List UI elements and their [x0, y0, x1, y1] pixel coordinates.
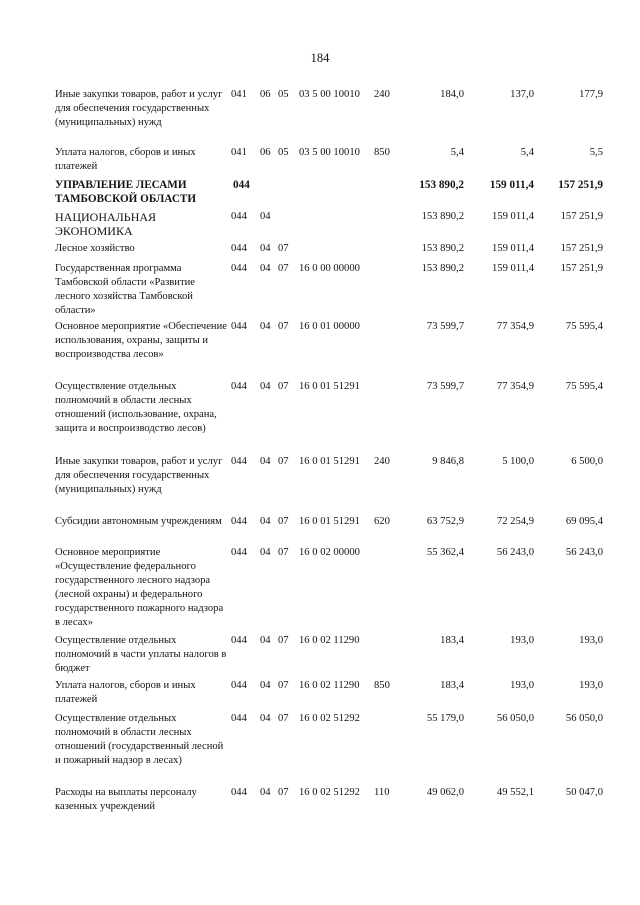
amount-year2: 137,0 — [510, 89, 534, 100]
amount-year3: 193,0 — [579, 680, 603, 691]
row-name: Основное мероприятие «Обеспечение использования, охраны, защиты и воспроизводства лесов» — [55, 321, 227, 360]
table-row — [0, 320, 640, 380]
amount-year3: 6 500,0 — [571, 456, 603, 467]
expense-type-code: 240 — [374, 456, 390, 467]
section-code: 06 — [260, 147, 271, 158]
section-code: 04 — [260, 680, 271, 691]
section-code: 04 — [260, 787, 271, 798]
amount-year2: 159 011,4 — [489, 179, 534, 191]
table-row — [0, 546, 640, 634]
row-name: Основное мероприятие «Осуществление федерального государственного лесного надзора (лесной охраны) и федерального государственного пожарного надзора в лесах» — [55, 547, 224, 628]
table-row — [0, 146, 640, 178]
dept-code: 044 — [231, 680, 247, 691]
amount-year2: 159 011,4 — [492, 243, 534, 254]
target-article-code: 16 0 01 51291 — [299, 381, 360, 392]
row-name: Осуществление отдельных полномочий в области лесных отношений (использование, охрана, защита и воспроизводство лесов) — [55, 381, 217, 434]
table-row — [0, 242, 640, 262]
table-row — [0, 786, 640, 818]
table-row — [0, 515, 640, 546]
amount-year3: 75 595,4 — [565, 381, 603, 392]
row-name: Осуществление отдельных полномочий в области лесных отношений (государственный лесной и пожарный надзор в лесах) — [55, 713, 224, 766]
row-name: Осуществление отдельных полномочий в части уплаты налогов в бюджет — [55, 635, 227, 674]
amount-year1: 153 890,2 — [419, 179, 464, 191]
section-code: 04 — [260, 516, 271, 527]
dept-code: 044 — [231, 787, 247, 798]
amount-year3: 157 251,9 — [560, 211, 603, 222]
dept-code: 044 — [231, 243, 247, 254]
amount-year3: 157 251,9 — [560, 263, 603, 274]
amount-year3: 157 251,9 — [560, 243, 603, 254]
target-article-code: 16 0 01 00000 — [299, 321, 360, 332]
expense-type-code: 850 — [374, 680, 390, 691]
amount-year3: 50 047,0 — [565, 787, 603, 798]
dept-code: 044 — [231, 713, 247, 724]
amount-year2: 5 100,0 — [502, 456, 534, 467]
target-article-code: 03 5 00 10010 — [299, 89, 360, 100]
table-row — [0, 679, 640, 712]
section-code: 04 — [260, 263, 271, 274]
amount-year2: 77 354,9 — [496, 381, 534, 392]
table-row — [0, 88, 640, 146]
target-article-code: 16 0 02 11290 — [299, 680, 360, 691]
row-name: Лесное хозяйство — [55, 243, 135, 254]
dept-code: 041 — [231, 147, 247, 158]
amount-year3: 56 050,0 — [565, 713, 603, 724]
section-code: 04 — [260, 713, 271, 724]
subsection-code: 07 — [278, 547, 289, 558]
target-article-code: 16 0 02 51292 — [299, 713, 360, 724]
table-row — [0, 712, 640, 786]
page-number: 184 — [310, 51, 330, 65]
section-code: 04 — [260, 456, 271, 467]
amount-year2: 5,4 — [520, 147, 534, 158]
target-article-code: 16 0 02 11290 — [299, 635, 360, 646]
target-article-code: 16 0 02 51292 — [299, 787, 360, 798]
amount-year2: 72 254,9 — [496, 516, 534, 527]
amount-year1: 63 752,9 — [426, 516, 464, 527]
amount-year2: 193,0 — [510, 635, 534, 646]
dept-code: 044 — [231, 635, 247, 646]
subsection-code: 07 — [278, 243, 289, 254]
subsection-code: 07 — [278, 680, 289, 691]
subsection-code: 07 — [278, 263, 289, 274]
row-name: Субсидии автономным учреждениям — [55, 516, 222, 527]
dept-code: 044 — [231, 381, 247, 392]
amount-year1: 153 890,2 — [421, 211, 464, 222]
amount-year1: 73 599,7 — [426, 321, 464, 332]
amount-year1: 153 890,2 — [421, 263, 464, 274]
dept-code: 044 — [231, 516, 247, 527]
row-name: Иные закупки товаров, работ и услуг для обеспечения государственных (муниципальных) нужд — [55, 89, 223, 128]
expense-type-code: 850 — [374, 147, 390, 158]
amount-year2: 56 243,0 — [496, 547, 534, 558]
row-name: Государственная программа Тамбовской области «Развитие лесного хозяйства Тамбовской области» — [55, 263, 195, 316]
target-article-code: 16 0 02 00000 — [299, 547, 360, 558]
row-name: Иные закупки товаров, работ и услуг для обеспечения государственных (муниципальных) нужд — [55, 456, 223, 495]
amount-year2: 56 050,0 — [496, 713, 534, 724]
subsection-code: 05 — [278, 147, 289, 158]
table-row — [0, 634, 640, 679]
amount-year1: 9 846,8 — [432, 456, 464, 467]
subsection-code: 07 — [278, 713, 289, 724]
section-code: 04 — [260, 211, 271, 222]
table-row — [0, 210, 640, 242]
amount-year2: 193,0 — [510, 680, 534, 691]
dept-code: 044 — [231, 321, 247, 332]
expense-type-code: 110 — [374, 787, 390, 798]
amount-year1: 49 062,0 — [426, 787, 464, 798]
dept-code: 044 — [231, 263, 247, 274]
target-article-code: 16 0 01 51291 — [299, 456, 360, 467]
target-article-code: 03 5 00 10010 — [299, 147, 360, 158]
target-article-code: 16 0 00 00000 — [299, 263, 360, 274]
amount-year1: 73 599,7 — [426, 381, 464, 392]
amount-year1: 5,4 — [450, 147, 464, 158]
amount-year3: 69 095,4 — [565, 516, 603, 527]
expense-type-code: 240 — [374, 89, 390, 100]
amount-year2: 49 552,1 — [496, 787, 534, 798]
amount-year3: 157 251,9 — [558, 179, 603, 191]
target-article-code: 16 0 01 51291 — [299, 516, 360, 527]
table-row — [0, 380, 640, 455]
amount-year1: 55 179,0 — [426, 713, 464, 724]
row-name: Расходы на выплаты персоналу казенных учреждений — [55, 787, 197, 812]
amount-year1: 153 890,2 — [421, 243, 464, 254]
subsection-code: 07 — [278, 635, 289, 646]
amount-year3: 5,5 — [589, 147, 603, 158]
amount-year1: 183,4 — [440, 680, 464, 691]
section-code: 04 — [260, 321, 271, 332]
table-row — [0, 262, 640, 320]
dept-code: 044 — [231, 456, 247, 467]
budget-table — [0, 88, 640, 818]
amount-year1: 184,0 — [440, 89, 464, 100]
amount-year1: 183,4 — [440, 635, 464, 646]
dept-code: 044 — [231, 547, 247, 558]
section-code: 04 — [260, 635, 271, 646]
amount-year3: 56 243,0 — [565, 547, 603, 558]
section-code: 06 — [260, 89, 271, 100]
row-name: Уплата налогов, сборов и иных платежей — [55, 680, 196, 705]
dept-code: 041 — [231, 89, 247, 100]
row-name: Уплата налогов, сборов и иных платежей — [55, 147, 196, 172]
row-name: НАЦИОНАЛЬНАЯ ЭКОНОМИКА — [55, 210, 157, 238]
table-row — [0, 455, 640, 515]
amount-year3: 193,0 — [579, 635, 603, 646]
row-name: УПРАВЛЕНИЕ ЛЕСАМИ ТАМБОВСКОЙ ОБЛАСТИ — [55, 179, 197, 205]
amount-year2: 77 354,9 — [496, 321, 534, 332]
expense-type-code: 620 — [374, 516, 390, 527]
amount-year2: 159 011,4 — [492, 263, 534, 274]
subsection-code: 07 — [278, 456, 289, 467]
subsection-code: 07 — [278, 516, 289, 527]
section-code: 04 — [260, 547, 271, 558]
subsection-code: 07 — [278, 381, 289, 392]
section-code: 04 — [260, 243, 271, 254]
section-code: 04 — [260, 381, 271, 392]
subsection-code: 05 — [278, 89, 289, 100]
subsection-code: 07 — [278, 787, 289, 798]
dept-code: 044 — [233, 179, 250, 191]
amount-year2: 159 011,4 — [492, 211, 534, 222]
amount-year3: 177,9 — [579, 89, 603, 100]
dept-code: 044 — [231, 211, 247, 222]
subsection-code: 07 — [278, 321, 289, 332]
amount-year3: 75 595,4 — [565, 321, 603, 332]
amount-year1: 55 362,4 — [426, 547, 464, 558]
table-row — [0, 178, 640, 210]
